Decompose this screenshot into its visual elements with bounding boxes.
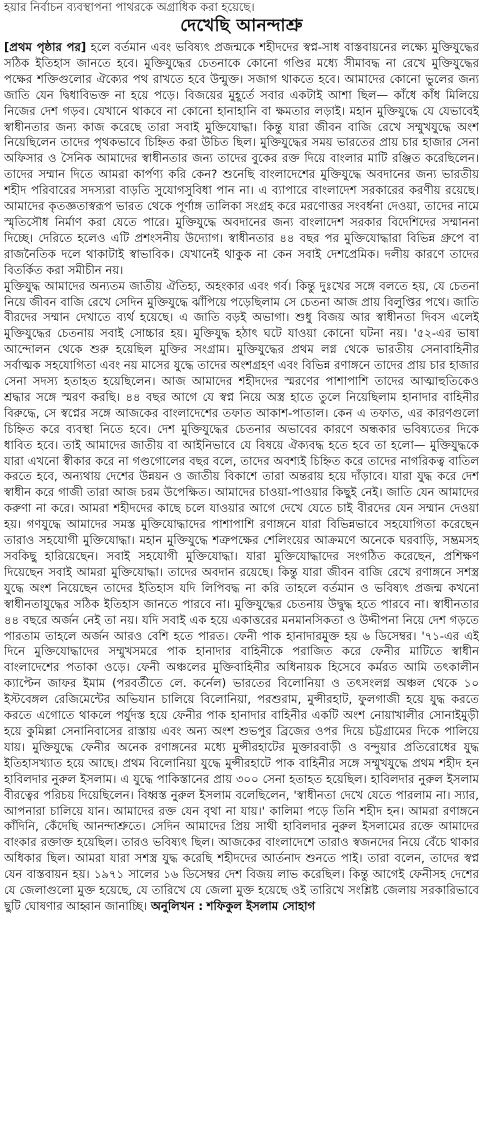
continuation-kicker: [প্রথম পৃষ্ঠার পর]	[4, 40, 87, 54]
byline-label: অনুলিখন :	[150, 898, 203, 913]
paragraph-1-text: হলে বর্তমান এবং ভবিষ্যৎ প্রজন্মকে শহীদদের স্বপ্ন-সাধ বাস্তবায়নের লক্ষ্যে মুক্তিযুদ্ধের সঠিক ইতিহাস জানতে হবে। মুক্তিযুদ্ধের চেতনাকে কোনো গণ্ডির মধ্যে সীমাবদ্ধ না রেখে মুক্তিযুদ্ধের পক্ষের শক্তিগুলোর ঐক্যের পথ রাখতে হবে উন্মুক্ত। সজাগ থাকতে হবে। আমাদের কোনো ভুলের জন্য জাতি যেন দ্বিধাবিভক্ত না হয়ে পড়ে। বিজয়ের মুহূর্তে সবার একটাই আশা ছিল— কাঁধে কাঁধ মিলিয়ে নিজের দেশ গড়ব। যেখানে থাকবে না কোনো হানাহানি বা ক্ষমতার লড়াই। মহান মুক্তিযুদ্ধে যে যেভাবেই স্বাধীনতার জন্য কাজ করেছে তারা সবাই মুক্তিযোদ্ধা। কিন্তু যারা জীবন বাজি রেখে সম্মুখযুদ্ধে অংশ নিয়েছিলেন তাদের পৃথকভাবে চিহ্নিত করা উচিত ছিল। মুক্তিযুদ্ধের সময় ভারতের প্রায় চার হাজার সেনা অফিসার ও সৈনিক আমাদের স্বাধীনতার জন্য তাদের বুকের রক্ত দিয়ে বাংলার মাটি রঞ্জিত করেছিলেন। তাদের সম্মান দিতে আমরা কার্পণ্য করি কেন? শুনেছি বাংলাদেশের মুক্তিযুদ্ধে অবদানের জন্য ভারতীয় শহীদ পরিবারের সদস্যরা বাড়তি সুযোগসুবিধা পান না। এ ব্যাপারে বাংলাদেশ সরকারের করণীয় রয়েছে। আমাদের কৃতজ্ঞতাস্বরূপ ভারত থেকে পূর্ণাঙ্গ তালিকা সংগ্রহ করে মরণোত্তর সংবর্ধনা দেওয়া, তাদের নামে স্মৃতিসৌধ নির্মাণ করা যেতে পারে। মুক্তিযুদ্ধে অবদানের জন্য বাংলাদেশ সরকার বিদেশিদের সম্মাননা দিচ্ছে। দেরিতে হলেও এটি প্রশংসনীয় উদ্যোগ। স্বাধীনতার ৪৪ বছর পর মুক্তিযোদ্ধারা বিভিন্ন গ্রুপে বা রাজনৈতিক দলে থাকাটাই স্বাভাবিক। যেখানেই থাকুক না কেন সবাই দেশপ্রেমিক। দলীয় কারণে তাদের বিতর্কিত করা সমীচীন নয়।	[4, 40, 479, 277]
byline-name: শফিকুল ইসলাম সোহাগ	[206, 898, 316, 913]
paragraph-2	[4, 279, 479, 915]
clipped-previous-line: হয়ার নির্বাচন ব্যবস্থাপনা পাথরকে অগ্রাধিক করা হয়েছে।	[4, 0, 255, 14]
article-headline: দেখেছি আনন্দাশ্রু	[180, 16, 303, 36]
paragraph-1	[4, 40, 479, 279]
article-body	[4, 40, 479, 1118]
paragraph-2-text: মুক্তিযুদ্ধ আমাদের অন্যতম জাতীয় ঐতিহ্য, অহংকার এবং গর্ব। কিন্তু দুঃখের সঙ্গে বলতে হয়, যে চেতনা নিয়ে জীবন বাজি রেখে সেদিন মুক্তিযুদ্ধে ঝাঁপিয়ে পড়েছিলাম সে চেতনা আজ প্রায় বিলুপ্তির পথে। জাতি বীরদের সম্মান দেখাতে ব্যর্থ হয়েছে। এ জাতি বড়ই অভাগা। শুধু বিজয় আর স্বাধীনতা দিবস এলেই মুক্তিযুদ্ধের চেতনায় সবাই সোচ্চার হয়। মুক্তিযুদ্ধ হঠাৎ ঘটে যাওয়া কোনো ঘটনা নয়। '৫২-এর ভাষা আন্দোলন থেকে শুরু হয়েছিল মুক্তির সংগ্রাম। মুক্তিযুদ্ধের প্রথম লগ্ন থেকে ভারতীয় সেনাবাহিনীর সর্বাত্মক সহযোগিতা এবং নয় মাসের যুদ্ধে তাদের অংশগ্রহণ এবং বিভিন্ন রণাঙ্গনে তাদের প্রায় চার হাজার সেনা সদস্য হতাহত হয়েছিলেন। আজ আমাদের শহীদদের স্মরণের পাশাপাশি তাদের আত্মাহুতিকেও শ্রদ্ধার সঙ্গে স্মরণ করছি। ৪৪ বছর আগে যে স্বপ্ন নিয়ে অস্ত্র হাতে তুলে নিয়েছিলাম হানাদার বাহিনীর বিরুদ্ধে, সে স্বপ্নের সঙ্গে আজকের বাংলাদেশের তফাত আকাশ-পাতাল। কেন এ তফাত, এর কারণগুলো চিহ্নিত করে ব্যবস্থা নিতে হবে। দেশ মুক্তিযুদ্ধের চেতনার অভাবের কারণে অন্ধকার ভবিষ্যতের দিকে ধাবিত হবে। তাই আমাদের জাতীয় বা আইনিভাবে যে বিষয়ে ঐক্যবদ্ধ হতে হবে তা হলো— মুক্তিযুদ্ধকে যারা এখনো স্বীকার করে না গণ্ডগোলের বছর বলে, তাদের অবশ্যই চিহ্নিত করে তাদের নাগরিকত্ব বাতিল করতে হবে, অন্যথায় দেশের উন্নয়ন ও জাতীয় বিকাশে তারা অন্তরায় হয়ে দাঁড়াবে। যারা যুদ্ধ করে দেশ স্বাধীন করে গাজী তারা আজ চরম উপেক্ষিত। আমাদের চাওয়া-পাওয়ার কিছুই নেই। জাতি যেন আমাদের করুণা না করে। আমরা শহীদদের কাছে চলে যাওয়ার আগে দেখে যেতে চাই বীরদের যেন সম্মান দেওয়া হয়। গণযুদ্ধে আমাদের সমস্ত মুক্তিযোদ্ধাদের পাশাপাশি রণাঙ্গনে যারা বিভিন্নভাবে সহযোগিতা করেছেন তারাও সহযোগী মুক্তিযোদ্ধা। মহান মুক্তিযুদ্ধে শত্রুপক্ষের শেলিংয়ের আক্রমণে অনেকে ঘরবাড়ি, সম্ভ্রমসহ সবকিছু হারিয়েছেন। সবাই সহযোগী মুক্তিযোদ্ধা। যারা মুক্তিযোদ্ধাদের সংগঠিত করেছেন, প্রশিক্ষণ দিয়েছেন সবাই আমরা মুক্তিযোদ্ধা। তাদের অবদান রয়েছে। কিন্তু যারা জীবন বাজি রেখে রণাঙ্গনে সশস্ত্র যুদ্ধে অংশ নিয়েছেন তাদের ইতিহাস যদি লিপিবদ্ধ না করি তাহলে বর্তমান ও ভবিষ্যৎ প্রজন্ম কখনো স্বাধীনতাযুদ্ধের সঠিক ইতিহাস জানতে পারবে না। মুক্তিযুদ্ধের চেতনায় উদ্বুদ্ধ হতে পারবে না। স্বাধীনতার ৪৪ বছরে অর্জন নেই তা নয়। যদি সবাই এক হয়ে একাত্তরের মনমানসিকতা ও উদ্দীপনা নিয়ে দেশ গড়তে পারতাম তাহলে অর্জন আরও বেশি হতে পারত। ফেনী পাক হানাদারমুক্ত হয় ৬ ডিসেম্বর। '৭১-এর এই দিনে মুক্তিযোদ্ধাদের সম্মুখসমরে পাক হানাদার বাহিনীকে পরাজিত করে ফেনীর মাটিতে স্বাধীন বাংলাদেশের পতাকা ওড়ে। ফেনী অঞ্চলের মুক্তিবাহিনীর অধিনায়ক হিসেবে কর্মরত আমি তৎকালীন ক্যাপ্টেন জাফর ইমাম (পরবর্তীতে লে. কর্নেল) ভারতের বিলোনিয়া ও তৎসংলগ্ন অঞ্চল থেকে ১০ ইস্টবেঙ্গল রেজিমেন্টের অভিযান চালিয়ে বিলোনিয়া, পরশুরাম, মুন্সীরহাট, ফুলগাজী হয়ে যুদ্ধ করতে করতে এগোতে থাকলে পর্যুদস্ত হয়ে ফেনীর পাক হানাদার বাহিনীর একটি অংশ নোয়াখালীর সোনাইমুড়ী হয়ে কুমিল্লা সেনানিবাসের রাস্তায় এবং অন্য অংশ শুভপুর ব্রিজের ওপর দিয়ে চট্টগ্রামের দিকে পালিয়ে যায়। মুক্তিযুদ্ধে ফেনীর অনেক রণাঙ্গনের মধ্যে মুন্সীরহাটের মুক্তারবাড়ী ও বন্দুয়ার প্রতিরোধের যুদ্ধ ইতিহাসখ্যাত হয়ে আছে। প্রথম বিলোনিয়া যুদ্ধে মুন্সীরহাটে পাক বাহিনীর সঙ্গে সম্মুখযুদ্ধে প্রথম শহীদ হন হাবিলদার নুরুল ইসলাম। এ যুদ্ধে পাকিস্তানের প্রায় ৩০০ সেনা হতাহত হয়েছিল। হাবিলদার নুরুল ইসলাম বীরত্বের পরিচয় দিয়েছিলেন। বিধ্বস্ত নুরুল ইসলাম বলেছিলেন, 'স্বাধীনতা দেখে যেতে পারলাম না। স্যার, আপনারা চালিয়ে যান। আমাদের রক্ত যেন বৃথা না যায়।' কালিমা পড়ে তিনি শহীদ হন। আমরা রণাঙ্গনে কাঁদিনি, কেঁদেছি আনন্দাশ্রুতে। সেদিন আমাদের প্রিয় সাথী হাবিলদার নুরুল ইসলামের রক্তে আমাদের বাংকার রক্তাক্ত হয়েছিল। তারও ভবিষ্যৎ ছিল। আজকের বাংলাদেশে তারাও স্বজনদের নিয়ে বেঁচে থাকার অধিকার ছিল। আমরা যারা সশস্ত্র যুদ্ধ করেছি শহীদদের আর্তনাদ শুনতে পাই। তারা বলেন, তাদের স্বপ্ন যেন বাস্তবায়ন হয়। ১৯৭১ সালের ১৬ ডিসেম্বর দেশ বিজয় লাভ করেছিল। কিন্তু আগেই ফেনীসহ দেশের যে জেলাগুলো মুক্ত হয়েছে, যে তারিখে যে জেলা মুক্ত হয়েছে ওই তারিখে সংশ্লিষ্ট জেলায় সরকারিভাবে ছুটি ঘোষণার আহ্বান জানাচ্ছি।	[4, 278, 479, 913]
